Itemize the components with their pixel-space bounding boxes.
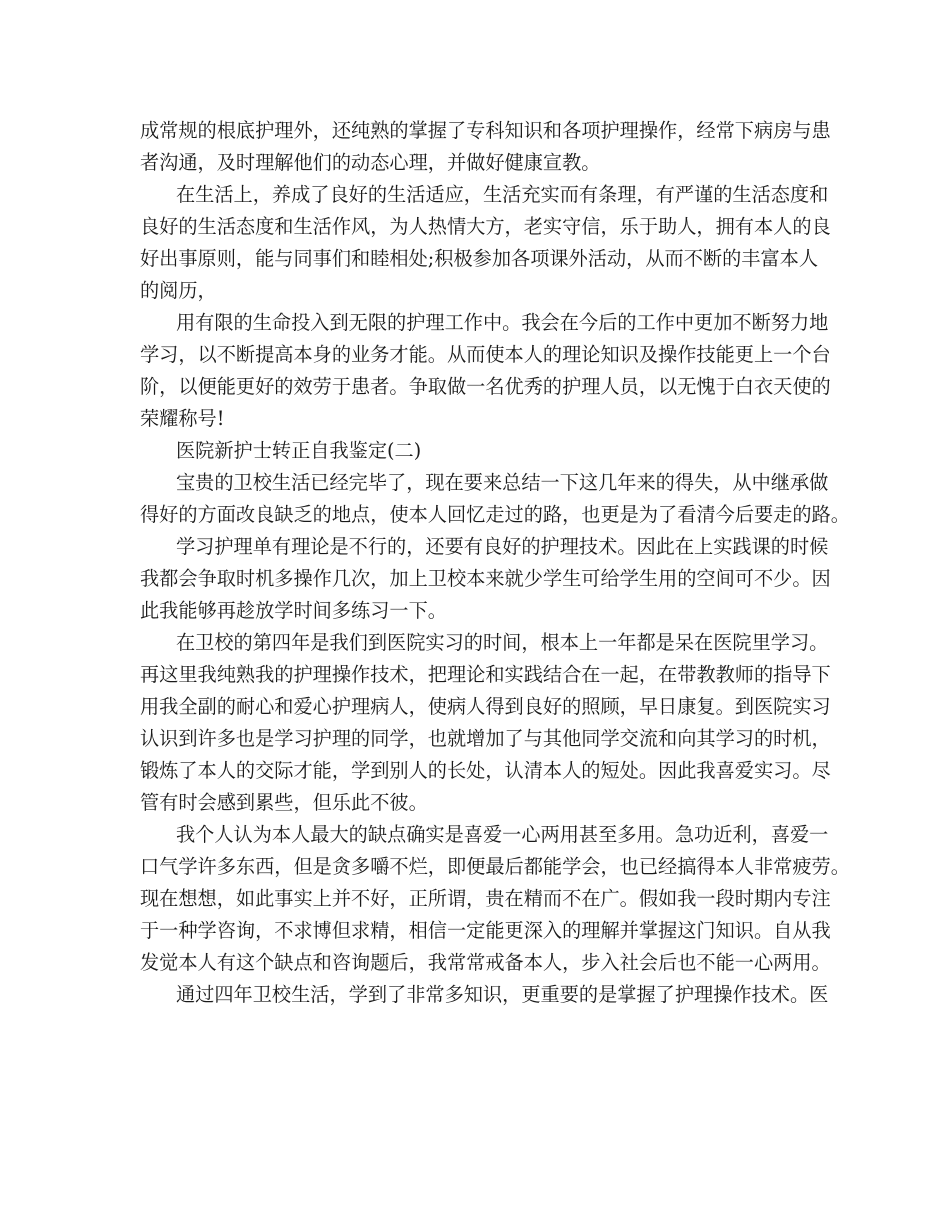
text-line: 认识到许多也是学习护理的同学，也就增加了与其他同学交流和向其学习的时机，	[140, 727, 831, 750]
text-line: 用有限的生命投入到无限的护理工作中。我会在今后的工作中更加不断努力地	[176, 311, 829, 334]
text-line: 学习护理单有理论是不行的，还要有良好的护理技术。因此在上实践课的时候	[176, 535, 829, 558]
text-line: 得好的方面改良缺乏的地点，使本人回忆走过的路，也更是为了看清今后要走的路。	[140, 503, 850, 526]
text-line: 于一种学咨询，不求博但求精，相信一定能更深入的理解并掌握这门知识。自从我	[140, 919, 831, 942]
text-line: 管有时会感到累些，但乐此不彼。	[140, 791, 428, 814]
text-line: 者沟通，及时理解他们的动态心理，并做好健康宣教。	[140, 151, 601, 174]
text-line: 的阅历，	[140, 279, 217, 302]
text-line: 在生活上，养成了良好的生活适应，生活充实而有条理，有严谨的生活态度和	[176, 183, 829, 206]
paragraph	[140, 179, 831, 307]
text-line: 锻炼了本人的交际才能，学到别人的长处，认清本人的短处。因此我喜爱实习。尽	[140, 759, 831, 782]
paragraph	[140, 531, 831, 627]
text-line: 在卫校的第四年是我们到医院实习的时间，根本上一年都是呆在医院里学习。	[176, 631, 829, 654]
text-line: 宝贵的卫校生活已经完毕了，现在要来总结一下这几年来的得失，从中继承做	[176, 471, 829, 494]
text-line: 良好的生活态度和生活作风，为人热情大方，老实守信，乐于助人，拥有本人的良	[140, 215, 831, 238]
text-line: 学习，以不断提高本身的业务才能。从而使本人的理论知识及操作技能更上一个台	[140, 343, 831, 366]
text-line: 此我能够再趁放学时间多练习一下。	[140, 599, 447, 622]
paragraph	[140, 467, 850, 531]
text-line: 成常规的根底护理外，还纯熟的掌握了专科知识和各项护理操作，经常下病房与患	[140, 119, 831, 142]
text-line: 现在想想，如此事实上并不好，正所谓，贵在精而不在广。假如我一段时期内专注	[140, 887, 831, 910]
paragraph	[140, 115, 831, 179]
paragraph	[140, 627, 831, 819]
document-body	[140, 115, 850, 1011]
text-line: 发觉本人有这个缺点和咨询题后，我常常戒备本人，步入社会后也不能一心两用。	[140, 951, 831, 974]
paragraph	[140, 979, 829, 1011]
text-line: 用我全副的耐心和爱心护理病人，使病人得到良好的照顾，早日康复。到医院实习	[140, 695, 831, 718]
text-line: 阶，以便能更好的效劳于患者。争取做一名优秀的护理人员，以无愧于白衣天使的	[140, 375, 831, 398]
text-line: 荣耀称号!	[140, 407, 225, 430]
text-line: 口气学许多东西，但是贪多嚼不烂，即便最后都能学会，也已经搞得本人非常疲劳。	[140, 855, 850, 878]
section-heading: 医院新护士转正自我鉴定(二)	[176, 439, 422, 462]
text-line: 好出事原则，能与同事们和睦相处;积极参加各项课外活动，从而不断的丰富本人	[140, 247, 819, 270]
text-line: 我个人认为本人最大的缺点确实是喜爱一心两用甚至多用。急功近利，喜爱一	[176, 823, 829, 846]
text-line: 再这里我纯熟我的护理操作技术，把理论和实践结合在一起，在带教教师的指导下	[140, 663, 831, 686]
paragraph	[140, 819, 850, 979]
text-line: 通过四年卫校生活，学到了非常多知识，更重要的是掌握了护理操作技术。医	[176, 983, 829, 1006]
paragraph	[140, 307, 831, 435]
text-line: 我都会争取时机多操作几次，加上卫校本来就少学生可给学生用的空间可不少。因	[140, 567, 831, 590]
